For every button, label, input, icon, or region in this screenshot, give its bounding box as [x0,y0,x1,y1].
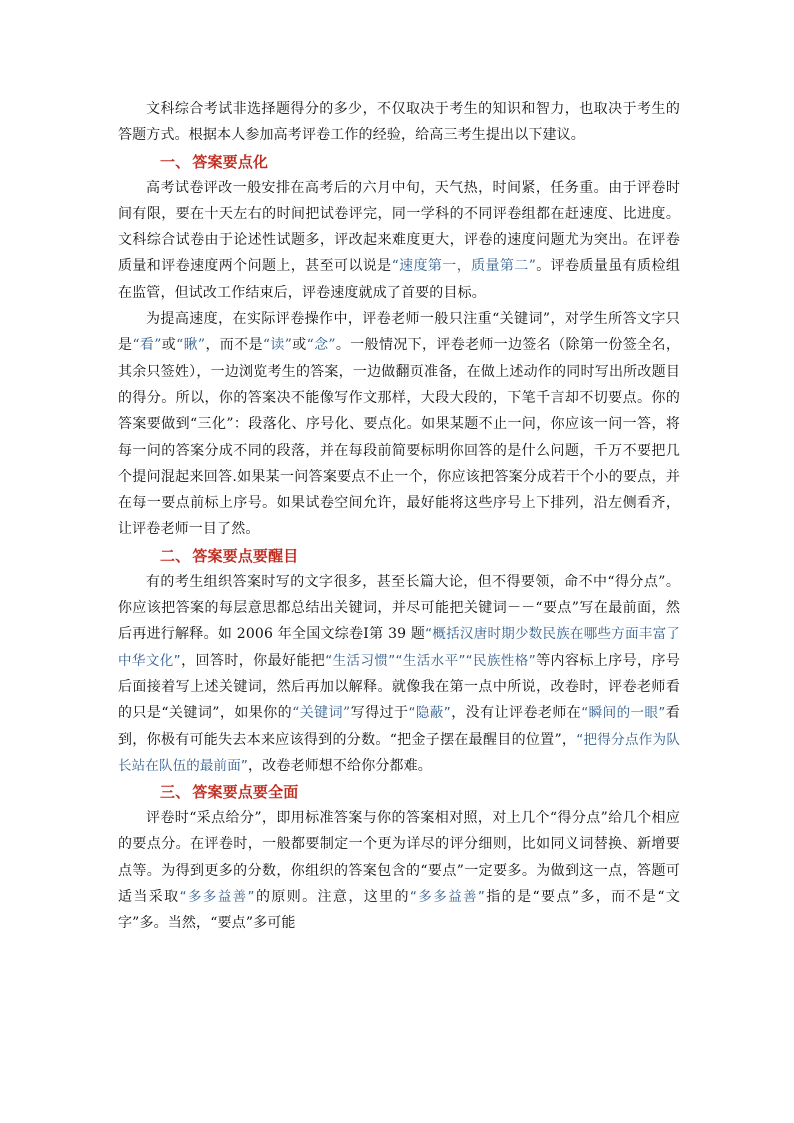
text-run: 评卷时“采点给分”，即用标准答案与你的答案相对照，对上几个“得分点”给几个相应的要点分。在评卷时，一般都要制定一个更为详尽的评分细则，比如同义词替换、新增要点等。为得到更多的分数，你组织的答案包含的“要点”一定要多。为做到这一点，答题可适当采取 [118,810,680,906]
section-2-heading [118,543,680,569]
section-3-paragraph-1 [118,805,680,936]
section-2-title: 答案要点要醒目 [192,546,299,565]
section-1-number: 一、 [160,152,191,171]
text-run: 的原则。注意，这里的 [254,889,410,906]
section-3-number: 三、 [160,783,191,802]
highlighted-phrase: “多多益善” [409,889,486,906]
text-run: ，改卷老师想不给你分都难。 [248,757,432,774]
text-run: 看到，你极有可能失去本来应该得到的分数。“把金子摆在最醒目的位置”， [118,705,680,748]
text-run: 有的考生组织答案时写的文字很多，甚至长篇大论，但不得要领，命不中“得分点”。你应该把答案的每层意思都总结出关键词，并尽可能把关键词－－“要点”写在最前面，然后再进行解释。如 2006 年全国文综卷Ⅰ第 39 题 [118,573,680,643]
intro-paragraph: 文科综合考试非选择题得分的多少，不仅取决于考生的知识和智力，也取决于考生的答题方式。根据本人参加高考评卷工作的经验，给高三考生提出以下建议。 [118,101,680,144]
text-run: ，没有让评卷老师在 [450,705,582,722]
section-3-title: 答案要点要全面 [192,783,299,802]
section-1-heading [118,149,680,175]
highlighted-phrase: “看” [132,337,162,354]
text-run: ，回答时，你最好能把 [180,652,326,669]
section-1-paragraph-2 [118,306,680,543]
highlighted-phrase: “把得分点作为队长站在队伍的最前面” [118,731,680,774]
text-run: 。评卷质量虽有质检组在监管，但试改工作结束后，评卷速度就成了首要的目标。 [118,258,680,301]
section-3-heading [118,779,680,805]
highlighted-phrase: “关键词” [292,705,351,722]
section-2-paragraph-1 [118,569,680,779]
highlighted-phrase: “念” [306,337,336,354]
text-run: 或 [292,337,307,354]
text-run: 或 [161,337,177,354]
section-2-number: 二、 [160,546,191,565]
text-run: 等内容标上序号，序号后面接着写上述关键词，然后再加以解释。就像我在第一点中所说，改卷时，评卷老师看的只是“关键词”，如果你的 [118,652,681,722]
text-run: 指的是“要点”多，而不是“文字”多。当然，“要点”多可能 [118,889,681,932]
section-1-paragraph-1 [118,175,680,306]
text-run: ，而不是 [205,337,263,354]
text-run: 高考试卷评改一般安排在高考后的六月中旬，天气热，时间紧，任务重。由于评卷时间有限，要在十天左右的时间把试卷评完，同一学科的不同评卷组都在赶速度、比进度。文科综合试卷由于论述性试题多，评改起来难度更大，评卷的速度问题尤为突出。在评卷质量和评卷速度两个问题上，甚至可以说是 [118,179,680,275]
highlighted-phrase: “瞬间的一眼” [581,705,666,722]
highlighted-phrase: “隐蔽” [408,705,451,722]
document-page [118,96,680,937]
highlighted-phrase: “瞅” [176,337,206,354]
highlighted-phrase: “多多益善” [179,889,255,906]
text-run: 写得过于 [350,705,409,722]
text-run: 。一般情况下，评卷老师一边签名（除第一份签全名，其余只签姓），一边浏览考生的答案，一边做翻页准备，在做上述动作的同时写出所改题目的得分。所以，你的答案决不能像写作文那样，大段大段的，下笔千言却不切要点。你的答案要做到“三化”：段落化、序号化、要点化。如果某题不止一问，你应该一问一答，将每一问的答案分成不同的段落，并在每段前简要标明你回答的是什么问题，千万不要把几个提问混起来回答.如果某一问答案要点不止一个，你应该把答案分成若干个小的要点，并在每一要点前标上序号。如果试卷空间允许，最好能将这些序号上下排列，沿左侧看齐，让评卷老师一目了然。 [118,337,681,538]
section-1-title: 答案要点化 [192,152,269,171]
highlighted-phrase: “生活习惯”“生活水平”“民族性格” [325,652,536,669]
highlighted-phrase: “速度第一，质量第二” [391,258,537,275]
highlighted-phrase: “概括汉唐时期少数民族在哪些方面丰富了中华文化” [118,626,680,669]
highlighted-phrase: “读” [262,337,293,354]
text-run: 为提高速度，在实际评卷操作中，评卷老师一般只注重“关键词”，对学生所答文字只是 [118,311,680,354]
